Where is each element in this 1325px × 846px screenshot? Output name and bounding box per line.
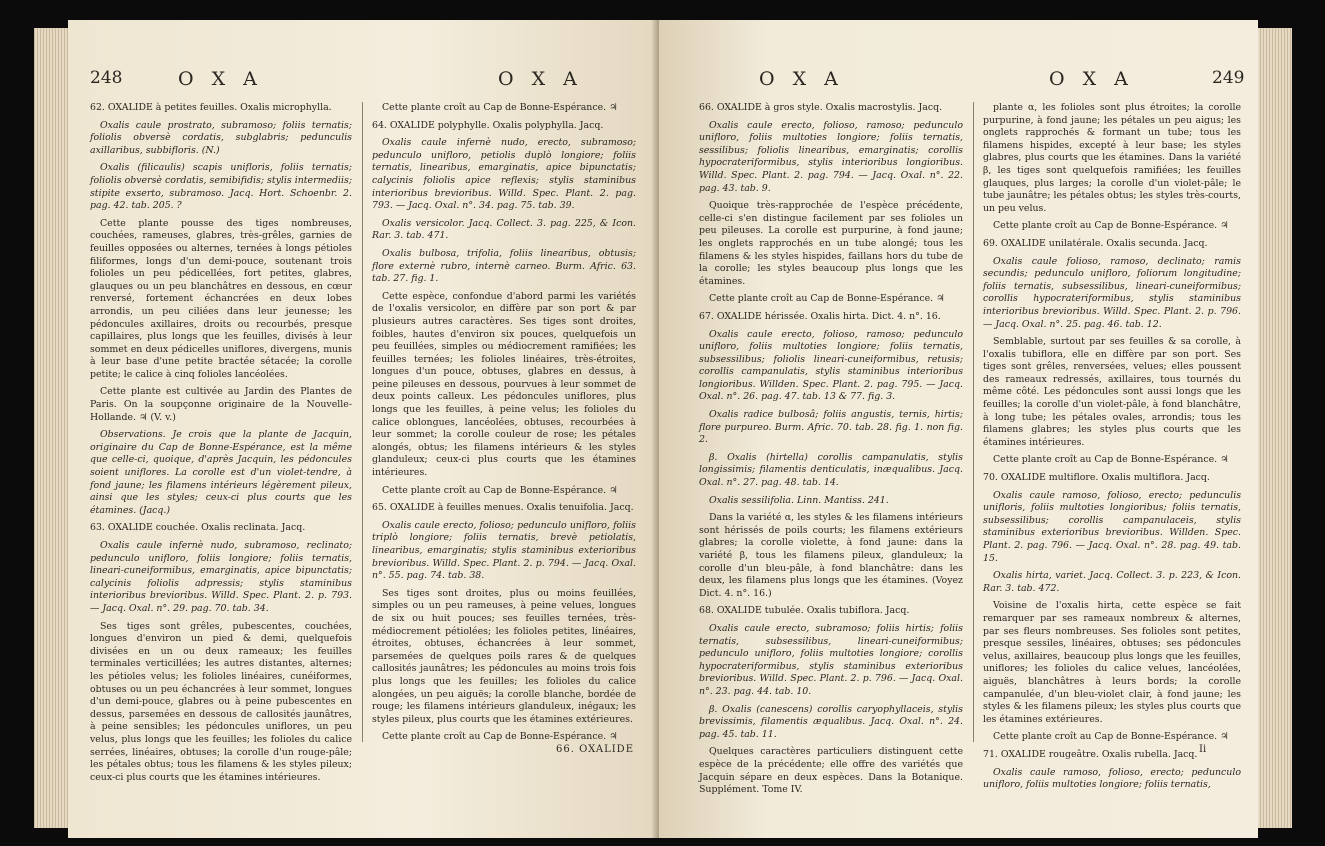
paragraph: 67. OXALIDE hérissée. Oxalis hirta. Dict. 4. n°. 16. [699, 310, 941, 322]
signature-mark: Ii [1199, 744, 1207, 755]
paragraph: Dans la variété α, les styles & les filamens intérieurs sont hérissés de poils courts; les filamens extérieurs glabres; la corolle violette, à fond jaune: dans la variété β, tous les filamens pileux, glanduleux; la corolle d'un bleu-pâle, à fond blanchâtre: dans les deux, les filamens plus longs que les étamines. (Voyez Dict. 4. n°. 16.) [699, 512, 963, 599]
paragraph: Oxalis caule erecto, subramoso; foliis hirtis; foliis ternatis, subsessilibus, lineari-cuneiformibus; pedunculo unifloro, foliis multoties longiore; corollis hypocrateriformibus, stylis staminibus exterioribus brevioribus. Willd. Spec. Plant. 2. p. 796. — Jacq. Oxal. n°. 23. pag. 44. tab. 10. [699, 622, 963, 697]
paragraph: Cette plante pousse des tiges nombreuses, couchées, rameuses, glabres, très-grêles, garnies de feuilles opposées ou alternes, ternées à longs pétioles filiformes, longs d'un demi-pouce, soutenant trois folioles un peu pédicellées, fort petites, glabres, glauques ou un peu blanchâtres en dessous, en cœur renversé, fortement échancrées en deux lobes arrondis, un peu ciliées dans leur jeunesse; les pédoncules axillaires, droits ou recourbés, presque capillaires, plus longs que les feuilles, divisés à leur sommet en deux pédicelles uniflores, divergens, munis à leur base d'une petite bractée sétacée; la corolle petite; le calice à cinq folioles lancéolées. [90, 217, 352, 380]
running-head: O X A [759, 68, 844, 90]
paragraph: Oxalis caule ramoso, folioso, erecto; pedunculis unifloris, foliis multoties longioribus; foliis ternatis, subsessilibus; corollis campanulaceis, stylis staminibus exterioribus brevioribus. Willden. Spec. Plant. 2. pag. 796. — Jacq. Oxal. n°. 28. pag. 49. tab. 15. [983, 489, 1241, 564]
column-rule [973, 102, 974, 742]
paragraph: Voisine de l'oxalis hirta, cette espèce se fait remarquer par ses rameaux nombreux & alternes, par ses fleurs nombreuses. Ses folioles sont petites, presque sessiles, linéaires, obtuses; ses pédoncules velus, axillaires, beaucoup plus longs que les feuilles, uniflores; les folioles du calice velues, lancéolées, aiguës, blanchâtres à leurs bords; la corolle campanulée, d'un bleu-violet clair, à fond jaune; les styles & les filamens pileux; les styles plus courts que les étamines extérieures. [983, 600, 1241, 725]
paragraph: Cette plante croît au Cap de Bonne-Espérance. ♃ [993, 454, 1229, 466]
paragraph: Observations. Je crois que la plante de Jacquin, originaire du Cap de Bonne-Espérance, est la même que celle-ci, quoique, d'après Jacquin, les pédoncules soient uniflores. La corolle est d'un violet-tendre, à fond jaune; les filamens intérieurs légèrement pileux, ainsi que les styles; ceux-ci plus courts que les étamines. (Jacq.) [90, 429, 352, 516]
paragraph: Quelques caractères particuliers distinguent cette espèce de la précédente; elle offre des variétés que Jacquin sépare en deux espèces. Dans la Botanique. Supplément. Tome IV. [699, 746, 963, 796]
paragraph: Cette plante croît au Cap de Bonne-Espérance. ♃ [382, 731, 618, 743]
left-page [68, 20, 659, 838]
paragraph: Cette plante croît au Cap de Bonne-Espérance. ♃ [993, 731, 1229, 743]
paragraph: Oxalis caule erecto, folioso, ramoso; pedunculo unifloro, foliis multoties longiore; foliis ternatis, sessilibus; foliolis linearibus, emarginatis; corollis hypocrateriformibus, stylis interioribus longioribus. Willd. Spec. Plant. 2. pag. 794. — Jacq. Oxal. n°. 22. pag. 43. tab. 9. [699, 119, 963, 194]
paragraph: Cette plante croît au Cap de Bonne-Espérance. ♃ [709, 293, 945, 305]
paragraph: Quoique très-rapprochée de l'espèce précédente, celle-ci s'en distingue facilement par ses folioles un peu pileuses. La corolle est purpurine, à fond jaune; les onglets rapprochés en un tube alongé; tous les filamens & les styles hispides, faillans hors du tube de la corolle; les styles beaucoup plus longs que les étamines. [699, 200, 963, 287]
text-column-left-1 [90, 102, 352, 789]
paragraph: Oxalis versicolor. Jacq. Collect. 3. pag. 225, & Icon. Rar. 3. tab. 471. [372, 217, 636, 242]
paragraph: Oxalis caule erecto, folioso, ramoso; pedunculo unifloro, foliis multoties longiore; foliis ternatis, subsessilibus; foliolis lineari-cuneiformibus, retusis; corollis campanulatis, stylis staminibus interioribus longioribus. Willden. Spec. Plant. 2. pag. 795. — Jacq. Oxal. n°. 26. pag. 47. tab. 13 & 77. fig. 3. [699, 328, 963, 403]
page-number: 249 [1212, 68, 1245, 88]
catchword: 66. OXALIDE [556, 744, 634, 755]
paragraph: Oxalis caule erecto, folioso; pedunculo unifloro, foliis triplò longiore; foliis ternatis, brevè petiolatis, linearibus, emarginatis; stylis staminibus exterioribus brevioribus. Willd. Spec. Plant. 2. p. 794. — Jacq. Oxal. n°. 55. pag. 74. tab. 38. [372, 519, 636, 582]
paragraph: Oxalis hirta, variet. Jacq. Collect. 3. p. 223, & Icon. Rar. 3. tab. 472. [983, 570, 1241, 594]
paragraph: Ses tiges sont grêles, pubescentes, couchées, longues d'environ un pied & demi, quelquefois divisées en un ou deux rameaux; les feuilles terminales verticillées; les autres distantes, alternes; les pétioles velus; les folioles linéaires, cunéiformes, obtuses ou un peu échancrées à leur sommet, longues d'un demi-pouce, glabres ou à peine pubescentes en dessus, parsemées en dessous de callosités jaunâtres, à peine sensibles; les pédoncules uniflores, un peu velus, plus longs que les feuilles; les folioles du calice serrées, linéaires, obtuses; la corolle d'un rouge-pâle; les pétales obtus; tous les filamens & les styles pileux; ceux-ci plus courts que les étamines intérieures. [90, 620, 352, 783]
paragraph: 62. OXALIDE à petites feuilles. Oxalis microphylla. [90, 102, 332, 113]
page-number: 248 [90, 68, 123, 88]
paragraph: Semblable, surtout par ses feuilles & sa corolle, à l'oxalis tubiflora, elle en diffère par son port. Ses tiges sont grêles, renversées, velues; elles poussent des rameaux redressés, axillaires, tous tournés du même côté. Les pédoncules sont aussi longs que les feuilles; la corolle d'un violet-pâle, à fond blanchâtre, à long tube; les pétales ovales, arrondis; tous les filamens glabres; les styles plus courts que les étamines intérieures. [983, 336, 1241, 448]
paragraph: 64. OXALIDE polyphylle. Oxalis polyphylla. Jacq. [372, 119, 604, 131]
paragraph: 63. OXALIDE couchée. Oxalis reclinata. Jacq. [90, 522, 306, 534]
paragraph: 66. OXALIDE à gros style. Oxalis macrostylis. Jacq. [699, 102, 943, 113]
paragraph: Oxalis bulbosa, trifolia, foliis linearibus, obtusis; flore externè rubro, internè carneo. Burm. Afric. 63. tab. 27. fig. 1. [372, 247, 636, 285]
paragraph: Ses tiges sont droites, plus ou moins feuillées, simples ou un peu rameuses, à peine velues, longues de six ou huit pouces; ses feuilles ternées, très-médiocrement pétiolées; les folioles petites, linéaires, étroites, obtuses, échancrées à leur sommet, parsemées de quelques poils rares & de quelques callosités jaunâtres; les pédoncules au moins trois fois plus longs que les feuilles; les folioles du calice alongées, un peu aiguës; la corolle blanche, bordée de rouge; les filamens intérieurs glanduleux, inégaux; les styles pileux, plus courts que les étamines extérieures. [372, 587, 636, 725]
column-rule [362, 102, 363, 742]
paragraph: Cette espèce, confondue d'abord parmi les variétés de l'oxalis versicolor, en diffère par son port & par plusieurs autres caractères. Ses tiges sont droites, foibles, hautes d'environ six pouces, quelquefois un peu feuillées, simples ou médiocrement ramifiées; les feuilles ternées; les folioles linéaires, très-étroites, longues d'un pouce, obtuses, glabres en dessus, à peine pileuses en dessous, pourvues à leur sommet de deux points calleux. Les pédoncules uniflores, plus longs que les feuilles, à peine velus; les folioles du calice oblongues, lancéolées, obtuses, recourbées à leur sommet; la corolle couleur de rose; les pétales alongés, obtus; les filamens intérieurs & les styles glanduleux; ceux-ci plus courts que les étamines intérieures. [372, 290, 636, 479]
text-column-left-2 [372, 102, 636, 749]
paragraph: Cette plante croît au Cap de Bonne-Espérance. ♃ [382, 484, 618, 496]
paragraph: Oxalis caule folioso, ramoso, declinato; ramis secundis; pedunculo unifloro, foliorum longitudine; foliis ternatis, subsessilibus, lineari-cuneiformibus; corollis hypocrateriformibus, stylis staminibus interioribus brevioribus. Willd. Spec. Plant. 2. p. 796. — Jacq. Oxal. n°. 25. pag. 46. tab. 12. [983, 255, 1241, 330]
paragraph: Oxalis sessilifolia. Linn. Mantiss. 241. [709, 494, 889, 506]
paragraph: Oxalis (filicaulis) scapis unifloris, foliis ternatis; foliolis obversè cordatis, semibifidis; stylis intermediis; stipite exserto, subramoso. Jacq. Hort. Schoenbr. 2. pag. 42. tab. 205. ? [90, 162, 352, 212]
text-column-right-1 [699, 102, 963, 802]
paragraph: Cette plante croît au Cap de Bonne-Espérance. ♃ [993, 220, 1229, 232]
paragraph: Oxalis caule ramoso, folioso, erecto; pedunculo unifloro, foliis multoties longiore; foliis ternatis, [983, 766, 1241, 791]
paragraph: Cette plante croît au Cap de Bonne-Espérance. ♃ [382, 102, 618, 113]
paragraph: β. Oxalis (hirtella) corollis campanulatis, stylis longissimis; filamentis denticulatis, inæqualibus. Jacq. Oxal. n°. 27. pag. 48. tab. 14. [699, 451, 963, 489]
open-book [34, 20, 1292, 838]
running-head: O X A [1049, 68, 1134, 90]
paragraph: Oxalis radice bulbosâ; foliis angustis, ternis, hirtis; flore purpureo. Burm. Afric. 70. tab. 28. fig. 1. non fig. 2. [699, 409, 963, 446]
paragraph: plante α, les folioles sont plus étroites; la corolle purpurine, à fond jaune; les pétales un peu aigus; les onglets rapprochés & formant un tube; tous les filamens hispides, excepté à leur base; les styles glabres, plus courts que les étamines. Dans la variété β, les tiges sont quelquefois ramifiées; les feuilles glauques, plus larges; la corolle d'un violet-pâle; le tube jaunâtre; les pétales obtus; les styles très-courts, un peu velus. [983, 102, 1241, 214]
paragraph: Oxalis caule prostrato, subramoso; foliis ternatis; foliolis obversè cordatis, subglabris; pedunculis axillaribus, subbifloris. (N.) [90, 119, 352, 156]
right-page [659, 20, 1258, 838]
paragraph: 68. OXALIDE tubulée. Oxalis tubiflora. Jacq. [699, 605, 910, 617]
paragraph: 65. OXALIDE à feuilles menues. Oxalis tenuifolia. Jacq. [372, 502, 634, 514]
paragraph: 71. OXALIDE rougeâtre. Oxalis rubella. Jacq. [983, 748, 1198, 760]
running-head: O X A [178, 68, 263, 90]
paragraph: Cette plante est cultivée au Jardin des Plantes de Paris. On la soupçonne originaire de la Nouvelle-Hollande. ♃ (V. v.) [90, 386, 352, 423]
paragraph: 70. OXALIDE multiflore. Oxalis multiflora. Jacq. [983, 472, 1210, 484]
paragraph: 69. OXALIDE unilatérale. Oxalis secunda. Jacq. [983, 237, 1208, 249]
page-edges-right [1258, 28, 1292, 828]
text-column-right-2 [983, 102, 1241, 797]
page-edges-left [34, 28, 68, 828]
paragraph: Oxalis caule infernè nudo, subramoso, reclinato; pedunculo unifloro, foliis longiore; foliis ternatis, lineari-cuneiformibus, emarginatis, apice bipunctatis; calycinis foliolis adpressis; stylis staminibus interioribus brevioribus. Willd. Spec. Plant. 2. p. 793. — Jacq. Oxal. n°. 29. pag. 70. tab. 34. [90, 540, 352, 614]
running-head: O X A [498, 68, 583, 90]
paragraph: Oxalis caule infernè nudo, erecto, subramoso; pedunculo unifloro, petiolis duplò longiore; foliis ternatis, linearibus, emarginatis, apice bipunctatis; calycinis foliolis apice reflexis; stylis staminibus interioribus brevioribus. Willd. Spec. Plant. 2. pag. 793. — Jacq. Oxal. n°. 34. pag. 75. tab. 39. [372, 137, 636, 212]
paragraph: β. Oxalis (canescens) corollis caryophyllaceis, stylis brevissimis, filamentis æqualibus. Jacq. Oxal. n°. 24. pag. 45. tab. 11. [699, 703, 963, 740]
